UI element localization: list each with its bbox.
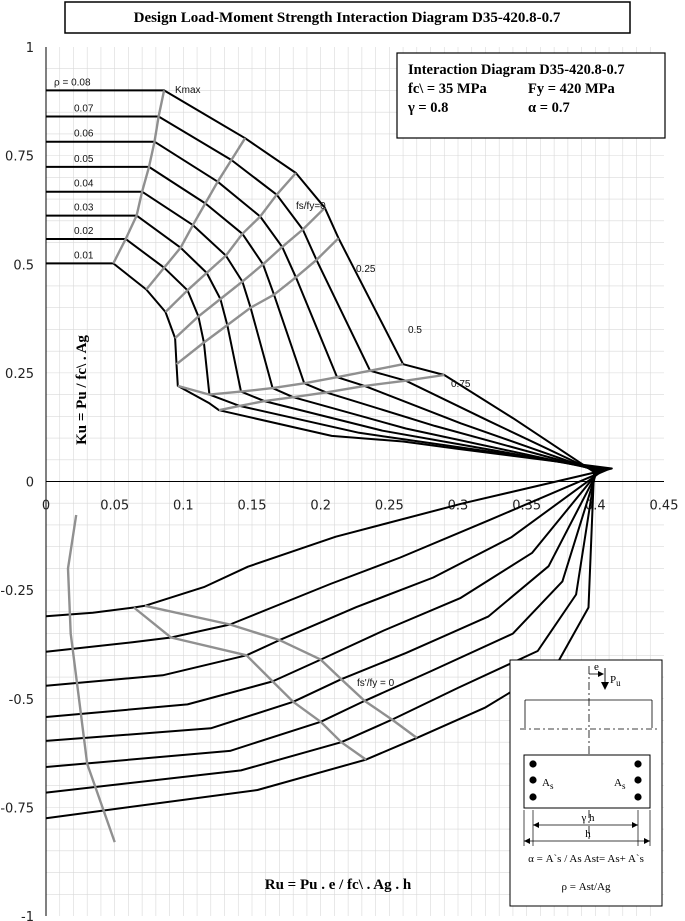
x-tick-label: 0 xyxy=(41,498,51,514)
sketch-as-right: $A_s$ xyxy=(614,777,626,791)
sketch-as-left: $A_s$ xyxy=(542,777,554,791)
info-fc: fc\ = 35 MPa xyxy=(408,81,487,97)
annotation-025: 0.25 xyxy=(356,264,376,275)
info-fy: Fy = 420 MPa xyxy=(528,81,615,97)
x-axis-label: Ru = Pu . e / fc\ . Ag . h xyxy=(264,877,412,893)
annotation-075: 0.75 xyxy=(451,379,471,390)
y-tick-label: -0.75 xyxy=(0,801,34,817)
sketch-rho-def: ρ = Ast/Ag xyxy=(561,881,611,893)
y-tick-label: 0.5 xyxy=(13,258,34,274)
y-axis-label: Ku = Pu / fc\ . Ag xyxy=(74,335,90,445)
annotation-05: 0.5 xyxy=(408,325,422,336)
rho-label: 0.06 xyxy=(74,128,94,140)
rho-label: 0.04 xyxy=(74,178,94,190)
y-tick-label: -0.5 xyxy=(8,692,34,708)
info-box xyxy=(397,53,665,138)
x-tick-label: 0.35 xyxy=(512,498,542,514)
info-line1: Interaction Diagram D35-420.8-0.7 xyxy=(408,62,625,78)
ratio-line xyxy=(145,606,417,738)
x-tick-label: 0.1 xyxy=(172,498,194,514)
annotation-kmax: Kmax xyxy=(175,85,201,96)
y-tick-label: 0.75 xyxy=(5,149,34,165)
rho-label: ρ = 0.08 xyxy=(54,77,91,89)
ratio-line xyxy=(68,515,115,842)
chart-title: Design Load-Moment Strength Interaction Diagram D35-420.8-0.7 xyxy=(133,10,561,26)
y-tick-label: -1 xyxy=(21,910,34,921)
rho-label: 0.02 xyxy=(74,226,94,238)
rho-label: 0.07 xyxy=(74,103,94,115)
sketch-alpha-def: α = A`s / As Ast= As+ A`s xyxy=(528,853,644,865)
x-tick-label: 0.2 xyxy=(310,498,332,514)
y-tick-label: -0.25 xyxy=(0,584,34,600)
ratio-line xyxy=(146,138,245,289)
x-tick-label: 0.4 xyxy=(584,498,606,514)
annotation-fs0: fs/fy=0 xyxy=(296,201,326,212)
sketch-pu: $P_u$ xyxy=(610,674,621,688)
x-tick-label: 0.15 xyxy=(237,498,267,514)
rho-label: 0.05 xyxy=(74,153,94,165)
annotation-fsp0: fs'/fy = 0 xyxy=(357,678,395,689)
info-gamma: γ = 0.8 xyxy=(408,100,449,116)
ratio-line xyxy=(219,375,444,410)
x-tick-label: 0.05 xyxy=(100,498,130,514)
strain-ratio-lines xyxy=(68,90,444,842)
y-tick-label: 1 xyxy=(25,41,34,56)
sketch-e: e xyxy=(594,661,599,673)
x-tick-label: 0.45 xyxy=(649,498,679,514)
rho-label: 0.03 xyxy=(74,202,94,214)
x-tick-label: 0.25 xyxy=(374,498,404,514)
sketch-gamma-h: γ h xyxy=(581,812,595,824)
y-tick-label: 0 xyxy=(25,475,34,491)
sketch-h: h xyxy=(585,828,591,840)
info-alpha: α = 0.7 xyxy=(528,100,570,116)
y-tick-label: 0.25 xyxy=(5,366,34,382)
section-sketch xyxy=(510,660,662,906)
x-tick-label: 0.3 xyxy=(447,498,469,514)
rho-label: 0.01 xyxy=(74,250,94,262)
